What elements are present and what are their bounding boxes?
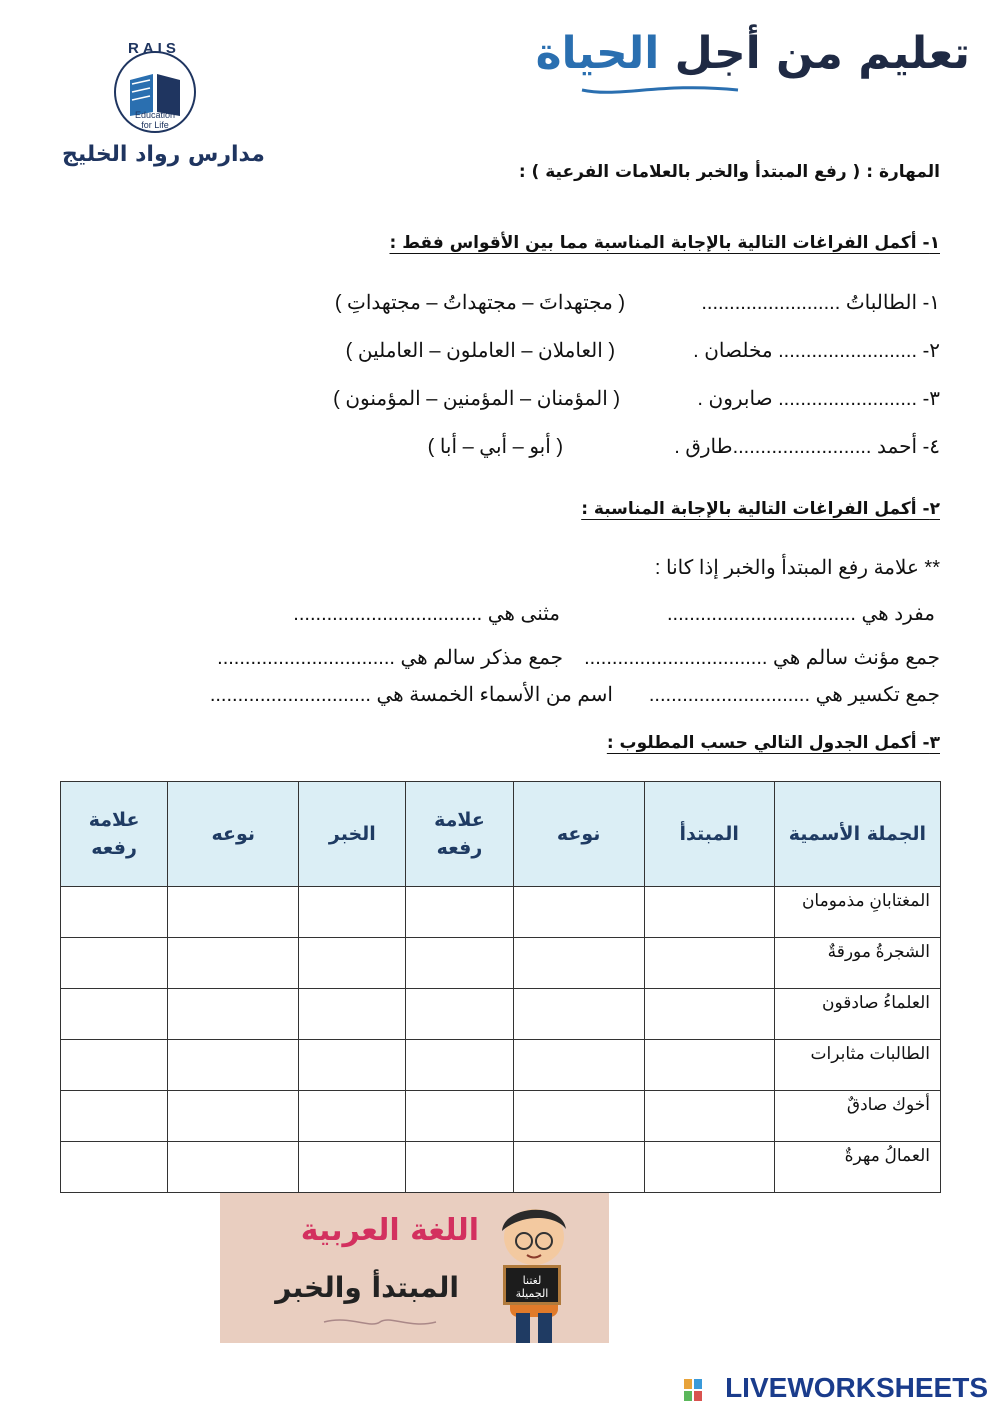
section1-title: ١- أكمل الفراغات التالية بالإجابة المناسبة مما بين الأقواس فقط : [389,233,940,253]
answer-cell[interactable] [61,1091,168,1142]
answer-cell[interactable] [168,989,299,1040]
liveworksheets-logo-icon [684,1379,702,1401]
logo-tagline-line2: for Life [141,120,169,130]
table-header-row [61,782,941,887]
answer-cell[interactable] [644,989,774,1040]
header-sentence: الجملة الأسمية [774,782,940,887]
answer-cell[interactable] [513,1142,644,1193]
answer-cell[interactable] [299,1091,406,1142]
header-khabar-type: نوعه [168,782,299,887]
school-name: مدارس رواد الخليج [62,142,265,167]
skill-line: المهارة : ( رفع المبتدأ والخبر بالعلامات الفرعية ) : [518,162,940,182]
table-row [61,1040,941,1091]
answer-table [60,781,941,1193]
ornament-icon [320,1315,440,1329]
s1-sentence-4: ٤- أحمد .........................طارق . [674,436,940,458]
s1-options-1: ( مجتهداتَ – مجتهداتُ – مجتهداتِ ) [334,292,625,314]
s1-options-2: ( العاملان – العاملون – العاملين ) [345,340,615,362]
table-row [61,938,941,989]
answer-cell[interactable] [61,1142,168,1193]
answer-cell[interactable] [61,1040,168,1091]
answer-cell[interactable] [513,938,644,989]
section3-title: ٣- أكمل الجدول التالي حسب المطلوب : [606,733,940,753]
wave-decoration [580,82,740,98]
answer-cell[interactable] [61,938,168,989]
answer-cell[interactable] [644,938,774,989]
answer-cell[interactable] [61,887,168,938]
s1-sentence-3: ٣- ......................... صابرون . [697,388,940,410]
section2-title: ٢- أكمل الفراغات التالية بالإجابة المناسبة : [581,499,940,519]
s1-options-3: ( المؤمنان – المؤمنين – المؤمنون ) [333,388,620,410]
slogan-main: تعليم من أجل [674,28,970,79]
row-sentence: المغتابانِ مذمومان [774,887,940,938]
row-sentence: أخوك صادقٌ [774,1091,940,1142]
answer-cell[interactable] [406,989,513,1040]
answer-cell[interactable] [644,1091,774,1142]
logo-rais-text: RAIS [128,40,180,57]
answer-cell[interactable] [644,1142,774,1193]
header-khabar-mark: علامة رفعه [61,782,168,887]
answer-cell[interactable] [299,1040,406,1091]
banner-subtitle: المبتدأ والخبر [275,1271,459,1304]
answer-cell[interactable] [406,1091,513,1142]
s2-row3-left: اسم من الأسماء الخمسة هي ............................. [209,684,613,706]
s2-row2-right: جمع مؤنث سالم هي ................................. [584,647,940,669]
answer-cell[interactable] [168,1142,299,1193]
answer-cell[interactable] [513,887,644,938]
chalkboard: لغتنا الجميلة [503,1265,561,1305]
header-mubtada: المبتدأ [644,782,774,887]
s2-row3-right: جمع تكسير هي ............................. [648,684,940,706]
answer-cell[interactable] [406,1040,513,1091]
answer-cell[interactable] [406,1142,513,1193]
answer-cell[interactable] [644,1040,774,1091]
table-row [61,1091,941,1142]
answer-cell[interactable] [513,1091,644,1142]
header-mubtada-type: نوعه [513,782,644,887]
section2-intro: ** علامة رفع المبتدأ والخبر إذا كانا : [654,557,940,579]
row-sentence: الطالبات مثابرات [774,1040,940,1091]
slogan [536,28,970,79]
answer-cell[interactable] [168,938,299,989]
answer-cell[interactable] [406,887,513,938]
header-mubtada-mark: علامة رفعه [406,782,513,887]
row-sentence: الشجرةُ مورقةٌ [774,938,940,989]
answer-cell[interactable] [299,989,406,1040]
table-row [61,887,941,938]
lesson-banner [220,1193,609,1343]
table-row [61,1142,941,1193]
s1-sentence-2: ٢- ......................... مخلصان . [693,340,940,362]
answer-cell[interactable] [513,1040,644,1091]
answer-cell[interactable] [406,938,513,989]
slogan-accent: الحياة [535,28,660,79]
answer-cell[interactable] [644,887,774,938]
answer-cell[interactable] [168,1091,299,1142]
answer-cell[interactable] [168,1040,299,1091]
answer-cell[interactable] [61,989,168,1040]
s1-sentence-1: ١- الطالباتُ ......................... [701,292,940,314]
s2-row1-left: مثنى هي .................................. [293,603,560,625]
table-row [61,989,941,1040]
logo-tagline [135,110,175,130]
logo-tagline-line1: Education [135,110,176,120]
banner-title: اللغة العربية [300,1213,479,1248]
answer-cell[interactable] [299,887,406,938]
answer-cell[interactable] [299,938,406,989]
header-khabar: الخبر [299,782,406,887]
answer-cell[interactable] [513,989,644,1040]
answer-cell[interactable] [168,887,299,938]
answer-cell[interactable] [299,1142,406,1193]
liveworksheets-brand[interactable]: LIVEWORKSHEETS [725,1372,988,1403]
s2-row2-left: جمع مذكر سالم هي ................................ [217,647,563,669]
row-sentence: العمالُ مهرةٌ [774,1142,940,1193]
row-sentence: العلماءُ صادقون [774,989,940,1040]
s1-options-4: ( أبو – أبي – أبا ) [427,436,563,458]
s2-row1-right: مفرد هي .................................. [666,603,935,625]
